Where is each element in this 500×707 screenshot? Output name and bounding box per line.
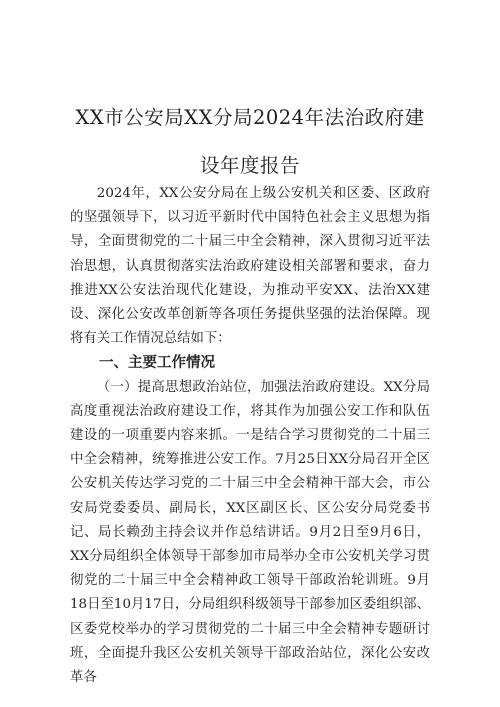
intro-paragraph: 2024年，XX公安分局在上级公安机关和区委、区政府的坚强领导下，以习近平新时代中国特色社会主义思想为指导，全面贯彻党的二十届三中全会精神，深入贯彻习近平法治思想，认真贯彻落实法治政府建设相关部署和要求，奋力推进XX公安法治现代化建设，为推动平安XX、法治XX建设、深化公安改革创新等各项任务提供坚强的法治保障。现将有关工作情况总结如下： bbox=[70, 186, 430, 347]
document-title-line-1: XX市公安局XX分局2024年法治政府建 bbox=[75, 106, 425, 129]
document-body bbox=[70, 182, 430, 690]
document-title-line-2: 设年度报告 bbox=[199, 154, 300, 177]
section-paragraph: （一）提高思想政治站位，加强法治政府建设。XX分局高度重视法治政府建设工作，将其作为加强公安工作和队伍建设的一项重要内容来抓。一是结合学习贯彻党的二十届三中全会精神，统筹推进公安工作。7月25日XX分局召开全区公安机关传达学习党的二十届三中全会精神干部大会，市公安局党委委员、副局长，XX区副区长、区公安分局党委书记、局长赖劲主持会议并作总结讲话。9月2日至9月6日，XX分局组织全体领导干部参加市局举办全市公安机关学习贯彻党的二十届三中全会精神政工领导干部政治轮训班。9月18日至10月17日，分局组织科级领导干部参加区委组织部、区委党校举办的学习贯彻党的二十届三中全会精神专题研讨班，全面提升我区公安机关领导干部政治站位，深化公安改革各 bbox=[70, 379, 430, 686]
section-heading: 一、主要工作情况 bbox=[99, 355, 215, 372]
